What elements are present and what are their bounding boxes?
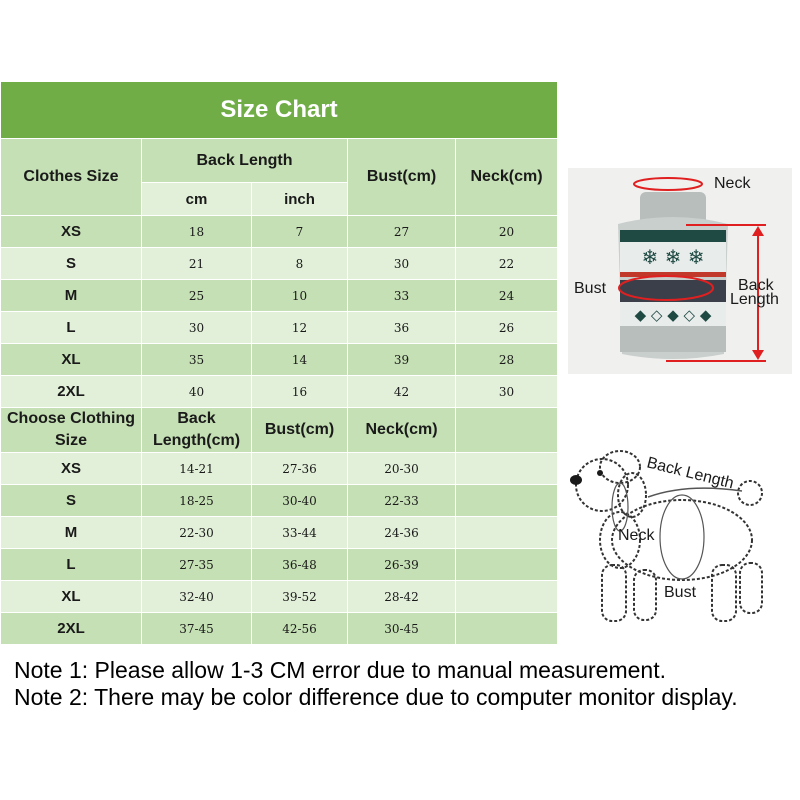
neck-range-cell: 26-39 xyxy=(348,549,456,581)
sweater-hem xyxy=(620,326,726,352)
table-row xyxy=(1,216,558,248)
bust-range-cell: 27-36 xyxy=(252,453,348,485)
back-range-cell: 37-45 xyxy=(142,613,252,645)
size-cell: S xyxy=(1,248,142,280)
sweater-bust-label: Bust xyxy=(574,280,607,297)
note-2: Note 2: There may be color difference due to computer monitor display. xyxy=(14,684,738,710)
header-cm: cm xyxy=(142,183,252,216)
header-back-length-cm xyxy=(142,408,252,453)
bust-cell: 36 xyxy=(348,312,456,344)
dog-nose-icon xyxy=(570,475,582,485)
notes xyxy=(14,657,738,711)
diamond-pattern-icon: ◆ ◇ ◆ ◇ ◆ xyxy=(634,306,712,324)
size-cell: XS xyxy=(1,453,142,485)
size-cell: M xyxy=(1,280,142,312)
back-inch-cell: 16 xyxy=(252,376,348,408)
arrow-up-icon xyxy=(752,226,764,236)
back-range-cell: 22-30 xyxy=(142,517,252,549)
bust-cell: 33 xyxy=(348,280,456,312)
size-chart-title: Size Chart xyxy=(1,82,558,139)
neck-cell: 30 xyxy=(456,376,558,408)
neck-cell: 24 xyxy=(456,280,558,312)
pattern-band xyxy=(620,230,726,242)
back-range-cell: 32-40 xyxy=(142,581,252,613)
sweater-diagram xyxy=(568,168,792,374)
neck-cell: 28 xyxy=(456,344,558,376)
neck-measure-loop xyxy=(634,178,702,190)
bust-range-cell: 36-48 xyxy=(252,549,348,581)
back-cm-cell: 40 xyxy=(142,376,252,408)
neck-range-cell: 22-33 xyxy=(348,485,456,517)
sweater-illustration xyxy=(568,168,792,374)
back-cm-cell: 21 xyxy=(142,248,252,280)
neck-cell: 26 xyxy=(456,312,558,344)
size-cell: 2XL xyxy=(1,376,142,408)
header-bust: Bust(cm) xyxy=(348,139,456,216)
header-choose-line2: Size xyxy=(54,432,87,449)
empty-cell xyxy=(456,613,558,645)
empty-cell xyxy=(456,517,558,549)
back-cm-cell: 35 xyxy=(142,344,252,376)
header-bust-range: Bust(cm) xyxy=(252,408,348,453)
table-row xyxy=(1,485,558,517)
sweater-back-label-line2: Length xyxy=(730,291,779,308)
dog-diagram xyxy=(562,425,792,647)
sweater-neck-label: Neck xyxy=(714,175,751,192)
bust-cell: 30 xyxy=(348,248,456,280)
dog-eye-icon xyxy=(597,470,603,476)
bust-cell: 27 xyxy=(348,216,456,248)
table-row xyxy=(1,517,558,549)
arrow-down-icon xyxy=(752,350,764,360)
size-cell: XL xyxy=(1,581,142,613)
table-row xyxy=(1,453,558,485)
empty-cell xyxy=(456,549,558,581)
size-cell: XL xyxy=(1,344,142,376)
neck-cell: 22 xyxy=(456,248,558,280)
dog-back-length-label: Back Length xyxy=(645,454,736,493)
bust-cell: 39 xyxy=(348,344,456,376)
table-row xyxy=(1,581,558,613)
bust-range-cell: 33-44 xyxy=(252,517,348,549)
table-row xyxy=(1,248,558,280)
neck-cell: 20 xyxy=(456,216,558,248)
back-range-cell: 18-25 xyxy=(142,485,252,517)
size-cell: L xyxy=(1,312,142,344)
table-row xyxy=(1,312,558,344)
bust-cell: 42 xyxy=(348,376,456,408)
table-row xyxy=(1,344,558,376)
neck-range-cell: 24-36 xyxy=(348,517,456,549)
table-row xyxy=(1,280,558,312)
back-inch-cell: 7 xyxy=(252,216,348,248)
table-row xyxy=(1,376,558,408)
back-range-cell: 27-35 xyxy=(142,549,252,581)
back-inch-cell: 10 xyxy=(252,280,348,312)
empty-cell xyxy=(456,408,558,453)
header-back-length: Back Length xyxy=(142,139,348,183)
back-inch-cell: 8 xyxy=(252,248,348,280)
dog-bust-label: Bust xyxy=(664,584,697,601)
bust-range-cell: 39-52 xyxy=(252,581,348,613)
bust-range-cell: 30-40 xyxy=(252,485,348,517)
neck-range-cell: 20-30 xyxy=(348,453,456,485)
size-cell: XS xyxy=(1,216,142,248)
sweater-back-label-line1: Back xyxy=(738,277,774,294)
back-inch-cell: 14 xyxy=(252,344,348,376)
dog-neck-label: Neck xyxy=(618,527,655,544)
size-cell: S xyxy=(1,485,142,517)
header-neck-range: Neck(cm) xyxy=(348,408,456,453)
snowflake-icon: ❄ ❄ ❄ xyxy=(641,245,705,269)
size-cell: 2XL xyxy=(1,613,142,645)
dog-illustration xyxy=(562,425,792,647)
header-inch: inch xyxy=(252,183,348,216)
table-row xyxy=(1,549,558,581)
bust-range-cell: 42-56 xyxy=(252,613,348,645)
back-cm-cell: 30 xyxy=(142,312,252,344)
header-choose-line1: Choose Clothing xyxy=(7,410,135,427)
empty-cell xyxy=(456,581,558,613)
size-cell: L xyxy=(1,549,142,581)
header-neck: Neck(cm) xyxy=(456,139,558,216)
header-back-line1: Back xyxy=(177,410,216,427)
back-cm-cell: 18 xyxy=(142,216,252,248)
empty-cell xyxy=(456,485,558,517)
header-clothes-size: Clothes Size xyxy=(1,139,142,216)
table-row xyxy=(1,613,558,645)
header-back-line2: Length(cm) xyxy=(152,432,241,449)
header-choose-size xyxy=(1,408,142,453)
note-1: Note 1: Please allow 1-3 CM error due to manual measurement. xyxy=(14,657,666,683)
neck-range-cell: 30-45 xyxy=(348,613,456,645)
neck-range-cell: 28-42 xyxy=(348,581,456,613)
back-inch-cell: 12 xyxy=(252,312,348,344)
bust-measure-loop xyxy=(660,495,704,579)
size-cell: M xyxy=(1,517,142,549)
empty-cell xyxy=(456,453,558,485)
back-range-cell: 14-21 xyxy=(142,453,252,485)
size-chart-table xyxy=(0,81,558,645)
back-cm-cell: 25 xyxy=(142,280,252,312)
